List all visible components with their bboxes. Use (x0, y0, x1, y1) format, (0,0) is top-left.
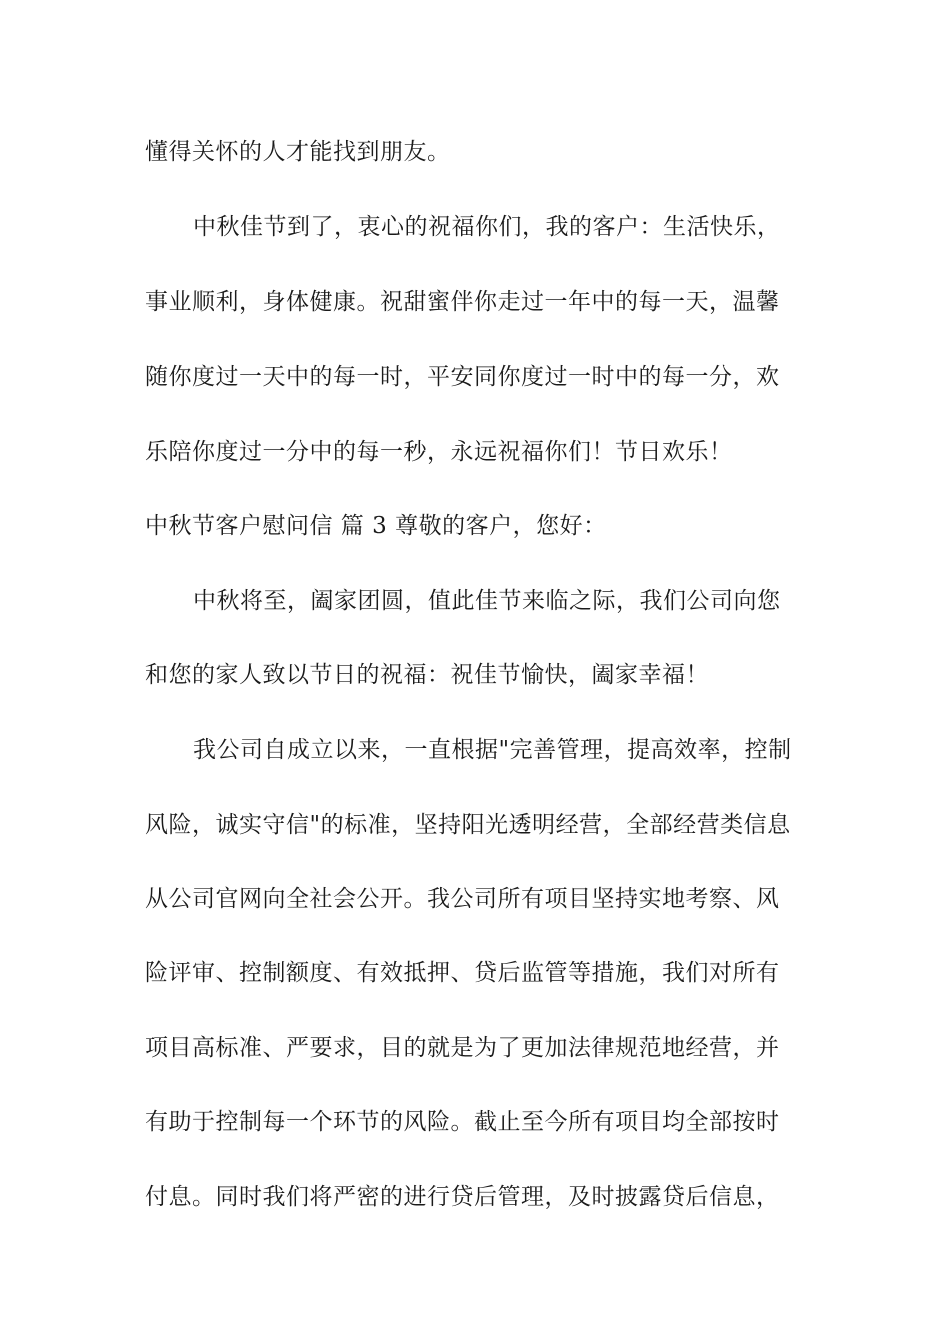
paragraph-line: 项目高标准、严要求，目的就是为了更加法律规范地经营，并 (145, 1035, 780, 1061)
paragraph-line: 中秋佳节到了，衷心的祝福你们，我的客户：生活快乐， (193, 214, 781, 240)
paragraph-line: 随你度过一天中的每一时，平安同你度过一时中的每一分，欢 (145, 364, 780, 390)
paragraph-line: 乐陪你度过一分中的每一秒，永远祝福你们！节日欢乐！ (145, 439, 733, 465)
paragraph-line: 我公司自成立以来，一直根据"完善管理，提高效率，控制 (193, 737, 792, 763)
paragraph-line: 风险，诚实守信"的标准，坚持阳光透明经营，全部经营类信息 (145, 812, 791, 838)
section-heading: 中秋节客户慰问信 篇 3 尊敬的客户，您好： (145, 513, 607, 539)
paragraph-line: 中秋将至，阖家团圆，值此佳节来临之际，我们公司向您 (193, 588, 781, 614)
paragraph-line: 和您的家人致以节日的祝福：祝佳节愉快，阖家幸福！ (145, 662, 709, 688)
paragraph-line: 付息。同时我们将严密的进行贷后管理，及时披露贷后信息， (145, 1184, 780, 1210)
paragraph-line: 懂得关怀的人才能找到朋友。 (145, 139, 451, 165)
paragraph-line: 事业顺利，身体健康。祝甜蜜伴你走过一年中的每一天，温馨 (145, 289, 780, 315)
paragraph-line: 险评审、控制额度、有效抵押、贷后监管等措施，我们对所有 (145, 960, 780, 986)
paragraph-line: 从公司官网向全社会公开。我公司所有项目坚持实地考察、风 (145, 886, 780, 912)
paragraph-line: 有助于控制每一个环节的风险。截止至今所有项目均全部按时 (145, 1109, 780, 1135)
